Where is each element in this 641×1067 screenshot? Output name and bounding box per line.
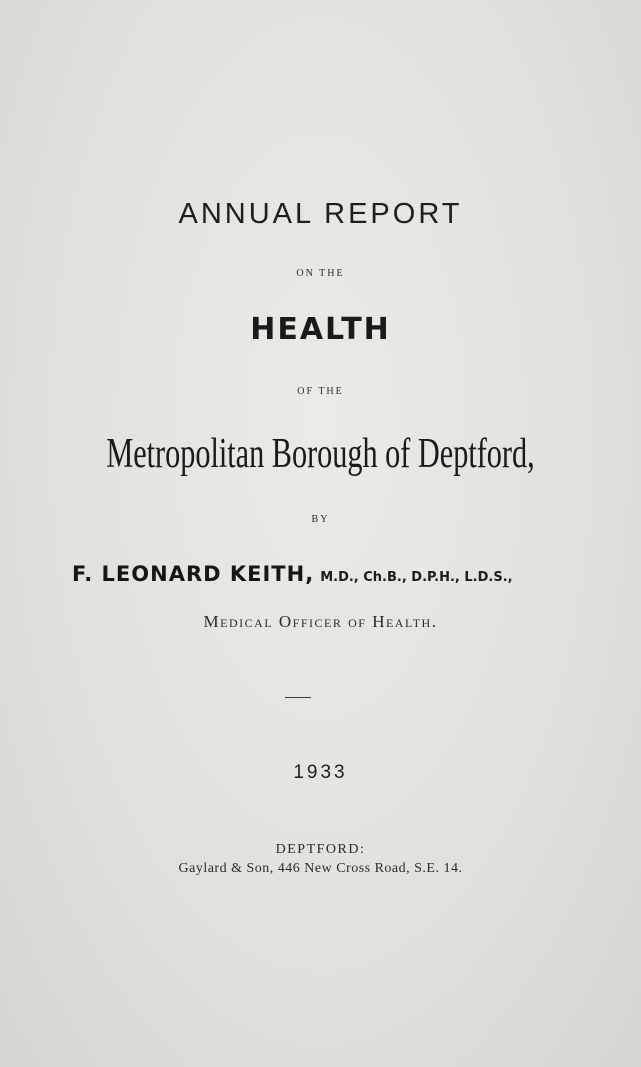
of-the-text: OF THE <box>297 386 344 397</box>
on-the-text: ON THE <box>296 268 345 279</box>
divider-rule <box>285 697 311 698</box>
imprint-publisher: Gaylard & Son, 446 New Cross Road, S.E. 14. <box>178 861 463 876</box>
author-qualifications: M.D., Ch.B., D.P.H., L.D.S., <box>320 570 513 585</box>
report-subject: HEALTH <box>250 312 391 347</box>
borough-name: Metropolitan Borough of Deptford, <box>106 431 535 477</box>
author-position: Medical Officer of Health. <box>203 612 438 631</box>
report-year: 1933 <box>293 762 348 783</box>
by-text: BY <box>311 514 330 525</box>
report-title: ANNUAL REPORT <box>178 198 463 230</box>
imprint-place: DEPTFORD: <box>275 842 366 857</box>
author-name: F. LEONARD KEITH, <box>72 562 315 586</box>
author-line <box>72 562 513 586</box>
